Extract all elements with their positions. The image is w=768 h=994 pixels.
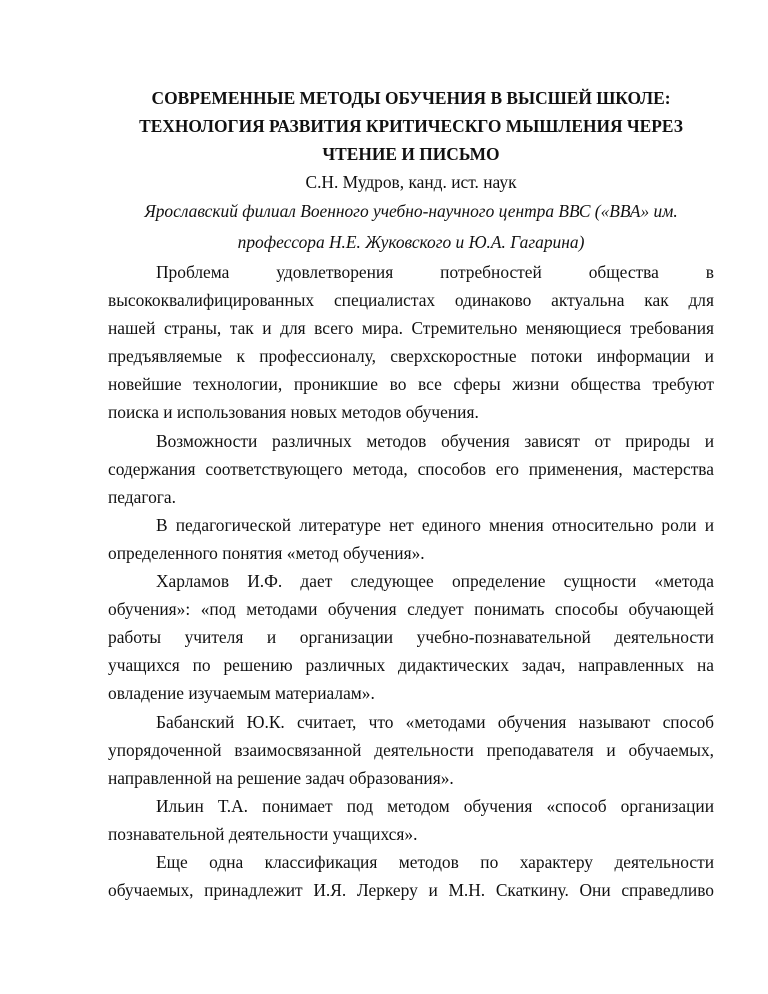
paragraph-line: направленной на решение задач образования». xyxy=(108,767,454,788)
article-body xyxy=(108,258,714,904)
affiliation xyxy=(108,196,714,258)
document-page xyxy=(108,84,714,904)
paragraph-line: нашей страны, так и для всего мира. Стремительно меняющиеся требования xyxy=(108,318,714,339)
paragraph-line: Возможности различных методов обучения зависят от природы и xyxy=(156,430,714,451)
paragraph-line: Еще одна классификация методов по характеру деятельности xyxy=(156,851,714,872)
paragraph-line: обучаемых, принадлежит И.Я. Леркеру и М.Н. Скаткину. Они справедливо xyxy=(108,880,714,901)
affiliation-line: Ярославский филиал Военного учебно-научного центра ВВС («ВВА» им. xyxy=(144,201,678,221)
paragraph-line: учащихся по решению различных дидактических задач, направленных на xyxy=(108,655,714,676)
paragraph xyxy=(108,427,714,511)
paragraph-line: Харламов И.Ф. дает следующее определение сущности «метода xyxy=(156,571,714,592)
paragraph-line: новейшие технологии, проникшие во все сферы жизни общества требуют xyxy=(108,374,714,395)
paragraph-line: предъявляемые к профессионалу, сверхскоростные потоки информации и xyxy=(108,346,714,367)
paragraph-line: работы учителя и организации учебно-познавательной деятельности xyxy=(108,627,714,648)
paragraph xyxy=(108,708,714,792)
title-line: СОВРЕМЕННЫЕ МЕТОДЫ ОБУЧЕНИЯ В ВЫСШЕЙ ШКОЛЕ: xyxy=(151,88,671,108)
paragraph xyxy=(108,567,714,707)
affiliation-line: профессора Н.Е. Жуковского и Ю.А. Гагарина) xyxy=(237,232,585,252)
paragraph-line: овладение изучаемым материалам». xyxy=(108,683,375,704)
paragraph-line: поиска и использования новых методов обучения. xyxy=(108,402,479,423)
paragraph-line: содержания соответствующего метода, способов его применения, мастерства xyxy=(108,458,714,479)
article-title xyxy=(108,84,714,168)
paragraph xyxy=(108,848,714,904)
paragraph-line: обучения»: «под методами обучения следует понимать способы обучающей xyxy=(108,599,714,620)
paragraph xyxy=(108,792,714,848)
paragraph-line: определенного понятия «метод обучения». xyxy=(108,542,425,563)
paragraph-line: Бабанский Ю.К. считает, что «методами обучения называют способ xyxy=(156,711,714,732)
paragraph-line: Проблема удовлетворения потребностей общества в xyxy=(156,262,714,282)
paragraph-line: познавательной деятельности учащихся». xyxy=(108,823,418,844)
paragraph xyxy=(108,258,714,427)
title-line: ЧТЕНИЕ И ПИСЬМО xyxy=(322,144,500,164)
paragraph xyxy=(108,511,714,567)
paragraph-line: высококвалифицированных специалистах одинаково актуальна как для xyxy=(108,290,714,311)
paragraph-line: В педагогической литературе нет единого мнения относительно роли и xyxy=(156,514,714,535)
title-line: ТЕХНОЛОГИЯ РАЗВИТИЯ КРИТИЧЕСКГО МЫШЛЕНИЯ ЧЕРЕЗ xyxy=(139,116,683,136)
author-line: С.Н. Мудров, канд. ист. наук xyxy=(305,172,517,192)
paragraph-line: педагога. xyxy=(108,486,176,507)
paragraph-line: упорядоченной взаимосвязанной деятельности преподавателя и обучаемых, xyxy=(108,739,714,760)
paragraph-line: Ильин Т.А. понимает под методом обучения «способ организации xyxy=(156,795,714,816)
